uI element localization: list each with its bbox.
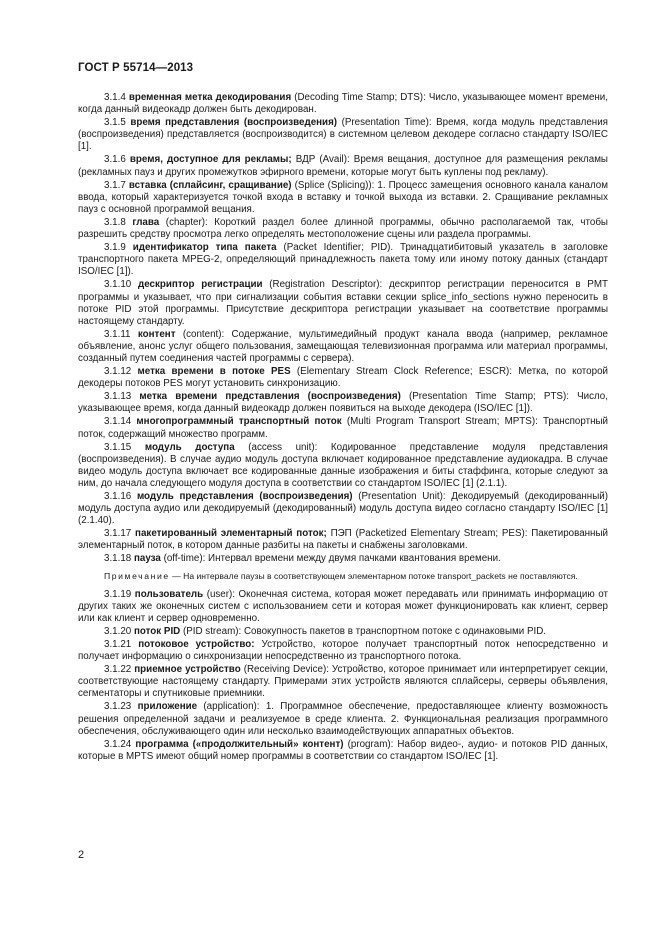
definition-number: 3.1.10 xyxy=(104,279,132,291)
definition-text: (off-time): Интервал времени между двумя пачками квантования времени. xyxy=(160,553,501,565)
definition-term: метка времени в потоке PES xyxy=(137,366,291,378)
definition-number: 3.1.15 xyxy=(104,441,132,453)
definition-paragraph xyxy=(78,701,608,737)
definition-number: 3.1.4 xyxy=(104,92,126,103)
note xyxy=(78,571,608,582)
definition-number: 3.1.19 xyxy=(104,588,132,600)
definition-term: приложение xyxy=(137,701,198,713)
definition-text: (Receiving Device): Устройство, которое принимает или интерпретирует секции, соответствующие настоящему стандарту. Примерами этих устройств являются сплайсеры, серверы объявления, сегментаторы и спутниковые приемники. xyxy=(78,664,608,700)
definition-text: (Splice (Splicing)): 1. Процесс замещения основного канала каналом ввода, который характеризуется точкой входа в вставку и точкой выхода из вставки. 2. Сращивание рекламных пауз с основной программой вещания. xyxy=(78,179,608,215)
definition-paragraph xyxy=(78,416,608,440)
definition-paragraph xyxy=(78,242,608,278)
definition-paragraph xyxy=(78,154,608,178)
definition-text: (Decoding Time Stamp; DTS): Число, указывающее момент времени, когда данный видеокадр должен быть декодирован. xyxy=(78,92,608,116)
definitions-group-2 xyxy=(78,589,608,763)
definition-term: время представления (воспроизведения) xyxy=(130,117,338,129)
definition-text: (access unit): Кодированное представление модуля представления (воспроизведения). В случае аудио модуль доступа включает кодированное представление аудиокадра. В случае видео модуль доступа включает все кодированные данные изображения и биты стаффинга, которые следуют за ним, до начала следующего модуля доступа в соответствии со стандартом ISO/IEC [1] (2.1.1). xyxy=(78,441,608,489)
definition-number: 3.1.9 xyxy=(104,242,126,254)
definition-paragraph xyxy=(78,664,608,700)
definition-term: потоковое устройство: xyxy=(138,638,255,650)
definition-paragraph xyxy=(78,279,608,327)
definition-text: (user): Оконечная система, которая может передавать или принимать информацию от других таких же оконечных систем с использованием сети и которая может функционировать как клиент, сервер или как клиент и сервер одновременно. xyxy=(78,588,608,624)
definition-term: контент xyxy=(137,328,176,340)
definition-text: (Registration Descriptor): дескриптор регистрации переносится в PMT программы и указывает, что при сигнализации события вставки секции splice_info_sections нужно переносить в потоке PID этой программы. Присутствие дескриптора регистрации указывает на соответствие программы настоящему стандарту. xyxy=(78,279,608,327)
definition-paragraph xyxy=(78,366,608,390)
definition-term: пауза xyxy=(133,553,161,565)
definition-text: ПЭП (Packetized Elementary Stream; PES): Пакетированный элементарный поток, в котором данные разбиты на пакеты и снабжены заголовками. xyxy=(78,528,608,552)
definition-number: 3.1.8 xyxy=(104,216,126,228)
definition-number: 3.1.12 xyxy=(104,366,132,378)
document-body xyxy=(78,92,608,764)
definition-number: 3.1.16 xyxy=(104,491,132,502)
definition-term: модуль представления (воспроизведения) xyxy=(136,491,353,502)
definition-number: 3.1.13 xyxy=(104,391,132,403)
definition-text: (content): Содержание, мультимедийный продукт канала ввода (например, рекламное объявление, анонс услуг общего пользования, замещающая телевизионная программа или материал программы, созданный путем соединения частей программы с сервера). xyxy=(78,328,608,364)
definition-paragraph xyxy=(78,491,608,527)
definition-term: вставка (сплайсинг, сращивание) xyxy=(128,179,292,191)
definition-number: 3.1.22 xyxy=(104,664,132,676)
definition-paragraph xyxy=(78,528,608,552)
definition-term: программа («продолжительный» контент) xyxy=(135,738,344,750)
definition-paragraph xyxy=(78,117,608,153)
definition-number: 3.1.11 xyxy=(104,328,131,340)
note-label: Примечание xyxy=(104,570,170,581)
definition-number: 3.1.6 xyxy=(104,154,126,166)
definition-text: (PID stream): Совокупность пакетов в транспортном потоке с одинаковыми PID. xyxy=(180,625,547,637)
definition-term: пользователь xyxy=(134,588,204,600)
definition-number: 3.1.17 xyxy=(104,528,132,540)
definition-term: поток PID xyxy=(133,625,181,637)
note-text: — На интервале паузы в соответствующем элементарном потоке transport_packets не поставляются. xyxy=(169,570,578,581)
definition-term: приемное устройство xyxy=(134,664,241,676)
definition-text: (Presentation Time Stamp; PTS): Число, указывающее время, когда данный видеокадр должен появиться на выходе декодера (ISO/IEC [1]). xyxy=(78,391,608,415)
definition-term: пакетированный элементарный поток; xyxy=(135,528,327,540)
definition-paragraph xyxy=(78,217,608,241)
definition-text: (application): 1. Программное обеспечение, предоставляющее клиенту возможность решения определенной задачи и реализуемое в среде клиента. 2. Функциональная реализация программного обеспечения, обслуживающего один или несколько взаимодействующих аппаратных объектов. xyxy=(78,701,608,737)
definition-text: (Presentation Unit): Декодируемый (декодированный) модуль доступа аудио или декодируемый (декодированный) модуль доступа видео согласно стандарту ISO/IEC [1] (2.1.40). xyxy=(78,491,608,527)
definition-number: 3.1.23 xyxy=(104,701,132,713)
definition-number: 3.1.20 xyxy=(104,625,132,637)
definition-paragraph xyxy=(78,329,608,365)
definition-number: 3.1.21 xyxy=(104,638,132,650)
definition-paragraph xyxy=(78,442,608,490)
definition-text: (Presentation Time): Время, когда модуль представления (воспроизведения) представляется (воспроизводится) в системном целевом декодере согласно стандарту ISO/IEC [1]. xyxy=(78,117,608,153)
definition-text: ВДР (Avail): Время вещания, доступное для размещения рекламы (рекламных пауз и других промежутков эфирного времени, которые могут быть куплены под рекламу). xyxy=(78,154,608,178)
definition-paragraph xyxy=(78,589,608,625)
definition-number: 3.1.24 xyxy=(104,738,132,750)
definition-paragraph xyxy=(78,639,608,663)
definition-term: дескриптор регистрации xyxy=(138,279,263,291)
document-header: ГОСТ Р 55714—2013 xyxy=(78,62,194,74)
definition-paragraph xyxy=(78,92,608,116)
definition-number: 3.1.7 xyxy=(104,179,126,191)
definition-paragraph xyxy=(78,739,608,763)
definitions-group-1 xyxy=(78,92,608,566)
definition-term: временная метка декодирования xyxy=(128,92,292,103)
definition-text: Устройство, которое получает транспортный поток непосредственно и получает информацию о синхронизации непосредственно из транспортного потока. xyxy=(78,638,608,663)
definition-paragraph xyxy=(78,626,608,638)
definition-term: многопрограммный транспортный поток xyxy=(136,416,342,428)
definition-text: (Packet Identifier; PID). Тринадцатибитовый указатель в заголовке транспортного пакета MPEG-2, определяющий принадлежность пакета тому или иному потоку данных (стандарт ISO/IEC [1]). xyxy=(78,242,608,278)
definition-term: время, доступное для рекламы; xyxy=(129,154,292,166)
definition-number: 3.1.14 xyxy=(104,416,132,428)
definition-text: (Elementary Stream Clock Reference; ESCR): Метка, по которой декодеры потоков PES могут установить синхронизацию. xyxy=(78,366,608,390)
definition-paragraph xyxy=(78,553,608,565)
definition-term: метка времени представления (воспроизведения) xyxy=(139,391,401,403)
definition-term: глава xyxy=(132,216,160,228)
definition-paragraph xyxy=(78,391,608,415)
definition-term: идентификатор типа пакета xyxy=(132,242,277,254)
definition-text: (Multi Program Transport Stream; MPTS): Транспортный поток, содержащий множество программ. xyxy=(78,416,608,440)
definition-text: (chapter): Короткий раздел более длинной программы, обычно располагаемой так, чтобы разрешить средству просмотра легко определять местоположение сцены или раздела программы. xyxy=(78,216,608,241)
definition-term: модуль доступа xyxy=(144,441,235,453)
definition-number: 3.1.5 xyxy=(104,117,126,129)
page-number: 2 xyxy=(78,849,85,861)
definition-paragraph xyxy=(78,180,608,216)
definition-text: (program): Набор видео-, аудио- и потоков PID данных, которые в MPTS имеют общий номер программы в соответствии со стандартом ISO/IEC [1]. xyxy=(78,738,608,762)
definition-number: 3.1.18 xyxy=(104,553,132,565)
